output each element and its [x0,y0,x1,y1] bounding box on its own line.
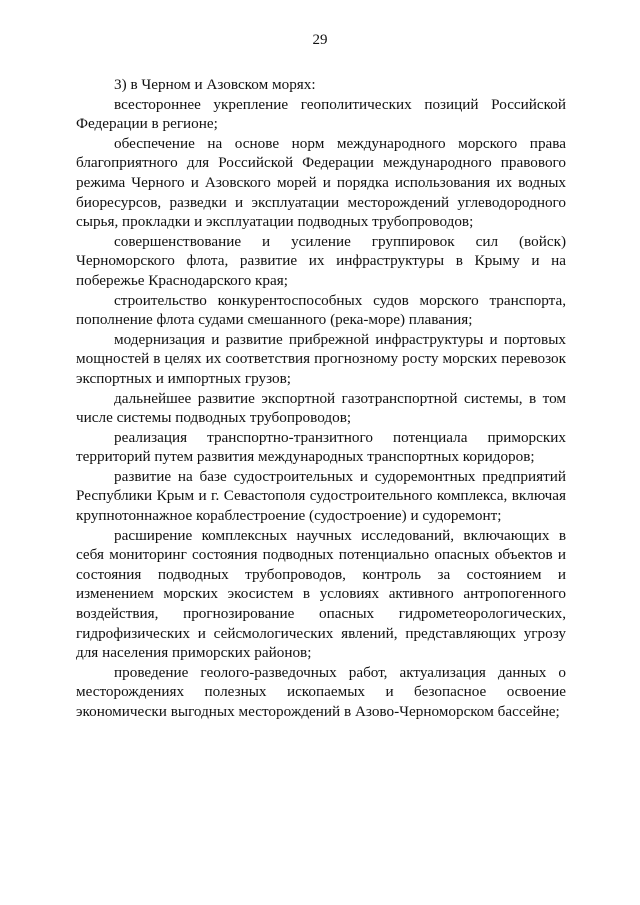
paragraph: модернизация и развитие прибрежной инфраструктуры и портовых мощностей в целях их соответствия прогнозному росту морских перевозок экспортных и импортных грузов; [76,330,566,387]
paragraph: обеспечение на основе норм международного морского права благоприятного для Российской Федерации международного правового режима Черного и Азовского морей и порядка использования их водных биоресурсов, разведки и эксплуатации месторождений углеводородного сырья, прокладки и эксплуатации подводных трубопроводов; [76,134,566,231]
paragraph: строительство конкурентоспособных судов морского транспорта, пополнение флота судами смешанного (река-море) плавания; [76,291,566,329]
paragraph: дальнейшее развитие экспортной газотранспортной системы, в том числе системы подводных трубопроводов; [76,389,566,427]
paragraph: расширение комплексных научных исследований, включающих в себя мониторинг состояния подводных потенциально опасных объектов и состояния подводных трубопроводов, контроль за состоянием и изменением морских экосистем в условиях активного антропогенного воздействия, прогнозирование опасных гидрометеорологических, гидрофизических и сейсмологических явлений, представляющих угрозу для населения приморских районов; [76,526,566,662]
page-number: 29 [312,32,328,48]
paragraph: реализация транспортно-транзитного потенциала приморских территорий путем развития международных транспортных коридоров; [76,428,566,466]
paragraph: развитие на базе судостроительных и судоремонтных предприятий Республики Крым и г. Севастополя судостроительного комплекса, включая крупнотоннажное кораблестроение (судостроение) и судоремонт; [76,467,566,525]
paragraph: всестороннее укрепление геополитических позиций Российской Федерации в регионе; [76,95,566,133]
paragraph: совершенствование и усиление группировок сил (войск) Черноморского флота, развитие их инфраструктуры в Крыму и на побережье Краснодарского края; [76,232,566,289]
section-heading: 3) в Черном и Азовском морях: [114,76,316,93]
document-body [76,75,566,722]
paragraph: проведение геолого-разведочных работ, актуализация данных о месторождениях полезных ископаемых и безопасное освоение экономически выгодных месторождений в Азово-Черноморском бассейне; [76,663,566,720]
